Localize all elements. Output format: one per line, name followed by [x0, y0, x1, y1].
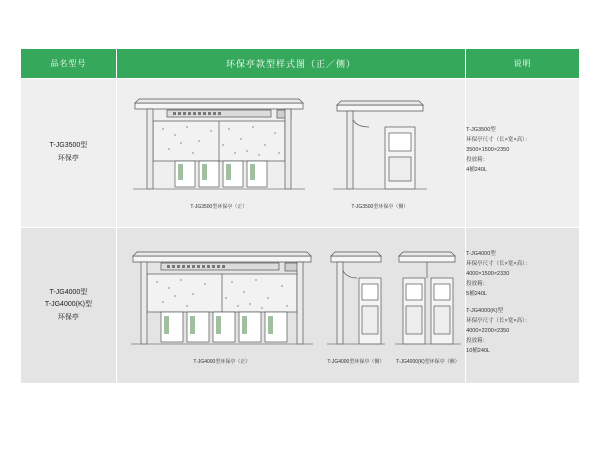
figure-front-3500	[129, 93, 309, 210]
desc-line: 10桶240L	[466, 348, 490, 355]
desc-line: 环保亭尺寸（长×宽×高）：	[466, 136, 531, 143]
model-line: T-JG3500型	[49, 142, 88, 150]
desc-line: 4桶240L	[466, 167, 487, 174]
desc-line: 5桶240L	[466, 291, 487, 298]
header-cell-drawing: 环保亭款型样式图（正／侧）	[116, 49, 465, 79]
desc-line: 环保亭尺寸（长×宽×高）：	[466, 260, 531, 267]
desc-line: 4000×1500×2330	[466, 270, 510, 277]
desc-line: T-JG4000(K)型	[466, 307, 504, 314]
table-header-row	[21, 49, 580, 79]
desc-line: 投放箱：	[466, 157, 489, 164]
model-line: 环保亭	[57, 313, 79, 321]
drawing-cell	[116, 228, 465, 384]
figure-image	[127, 244, 317, 356]
model-cell	[21, 79, 117, 228]
figure-front-4000	[127, 244, 317, 365]
model-line: T-JG4000型	[49, 288, 88, 296]
desc-line: 投放箱：	[466, 281, 489, 288]
desc-line: 环保亭尺寸（长×宽×高）：	[466, 317, 531, 324]
figure-image	[325, 93, 435, 201]
figure-caption: T-JG4000(K)型环保亭（侧）	[396, 359, 460, 365]
figure-caption: T-JG3500型环保亭（正）	[190, 204, 248, 210]
model-line: T-JG4000(K)型	[44, 301, 92, 309]
table-row	[21, 228, 580, 384]
figure-side-4000k	[393, 244, 463, 365]
figure-side-4000	[323, 244, 389, 365]
desc-line: T-JG4000型	[466, 250, 496, 257]
description-cell	[466, 79, 580, 228]
figure-image	[129, 93, 309, 201]
description-cell	[466, 228, 580, 384]
figure-caption: T-JG4000型环保亭（正）	[193, 359, 251, 365]
desc-line: 3500×1500×2350	[466, 146, 510, 153]
figure-image	[323, 244, 389, 356]
table-row	[21, 79, 580, 228]
desc-line: T-JG3500型	[466, 126, 496, 133]
figure-side-3500	[325, 93, 435, 210]
figure-caption: T-JG3500型环保亭（侧）	[351, 204, 409, 210]
model-line: 环保亭	[57, 155, 79, 162]
model-cell	[21, 228, 117, 384]
drawing-cell	[116, 79, 465, 228]
header-cell-description: 说明	[466, 49, 580, 79]
figure-caption: T-JG4000型环保亭（侧）	[327, 359, 385, 365]
drawing-area	[117, 79, 465, 227]
desc-line: 4000×2200×2350	[466, 327, 510, 334]
product-table	[20, 48, 580, 384]
drawing-area	[117, 228, 465, 383]
desc-line: 投放箱：	[466, 338, 489, 345]
header-cell-model: 品名型号	[21, 49, 117, 79]
figure-image	[393, 244, 463, 356]
page-bottom-strip	[0, 446, 600, 460]
